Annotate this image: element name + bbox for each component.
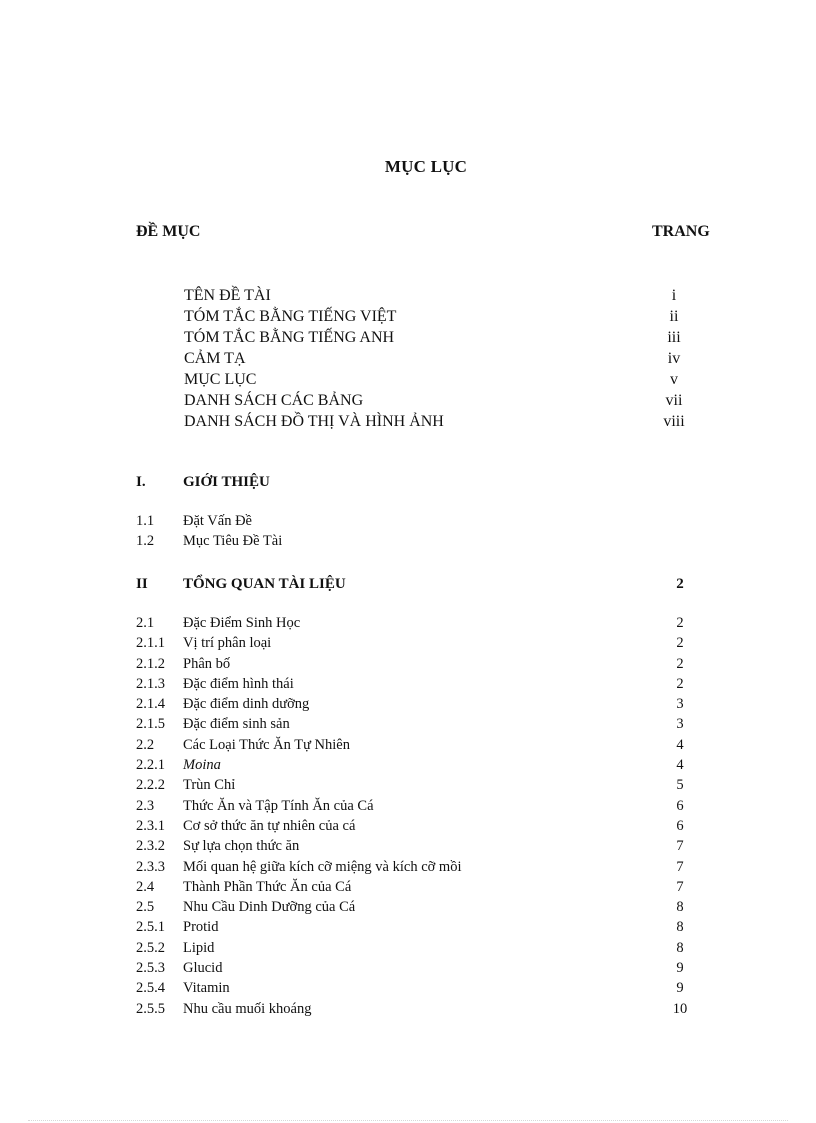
entry-page: 4 <box>676 757 684 774</box>
entry-page: 8 <box>676 939 684 956</box>
toc-entry <box>184 327 694 348</box>
entry-label: Vitamin <box>183 980 230 997</box>
entry-number: 2.5.1 <box>136 919 165 936</box>
toc-title: MỤC LỤC <box>384 157 468 176</box>
entry-label: Trùn Chỉ <box>183 777 236 794</box>
entry-number: 2.1.3 <box>136 675 165 692</box>
entry-page: 9 <box>676 960 684 977</box>
entry-page: 6 <box>676 817 684 834</box>
toc-entry <box>136 613 710 633</box>
entry-label: Protid <box>183 919 219 936</box>
entry-page: 7 <box>676 878 684 895</box>
toc-entry-label: DANH SÁCH CÁC BẢNG <box>184 392 364 409</box>
entry-label: Đặc điểm hình thái <box>183 675 294 692</box>
column-header-entry: ĐỀ MỤC <box>136 223 201 240</box>
toc-entry <box>184 411 694 432</box>
toc-entry <box>136 999 710 1019</box>
toc-entry <box>136 633 710 653</box>
entry-label: Phân bố <box>183 655 231 672</box>
section-page: 2 <box>676 576 684 592</box>
toc-entry <box>136 531 710 551</box>
toc-entry <box>136 511 710 531</box>
toc-entry-label: TÊN ĐỀ TÀI <box>184 287 271 304</box>
toc-entry <box>136 978 710 998</box>
toc-entry-page: iv <box>667 350 681 367</box>
entry-number: 2.5.5 <box>136 1000 165 1017</box>
entry-number: 2.3 <box>136 797 155 814</box>
toc-entry-label: CẢM TẠ <box>184 350 246 367</box>
toc-entry <box>184 306 694 327</box>
toc-entry-page: iii <box>667 329 681 346</box>
section-heading <box>136 471 710 493</box>
entry-number: 2.1.5 <box>136 716 165 733</box>
entry-page: 10 <box>672 1000 688 1017</box>
section-number: II <box>136 576 148 592</box>
toc-entry <box>136 917 710 937</box>
entry-page: 2 <box>676 655 684 672</box>
entry-number: 2.5.4 <box>136 980 165 997</box>
entry-label: Mục Tiêu Đề Tài <box>183 533 283 550</box>
entry-page: 9 <box>676 980 684 997</box>
entry-page: 4 <box>676 736 684 753</box>
toc-entry-page: viii <box>663 413 685 430</box>
entry-number: 2.1.4 <box>136 696 165 713</box>
toc-entry-label: TÓM TẮC BẰNG TIẾNG VIỆT <box>184 308 397 325</box>
entry-number: 2.1.2 <box>136 655 165 672</box>
entry-page: 2 <box>676 615 684 631</box>
entry-label: Nhu Cầu Dinh Dưỡng của Cá <box>183 899 356 916</box>
entry-label: Moina <box>183 757 221 774</box>
entry-label: Mối quan hệ giữa kích cỡ miệng và kích cỡ mồi <box>183 858 462 875</box>
entry-page: 3 <box>676 716 684 733</box>
toc-entry <box>136 735 710 755</box>
toc-entry <box>136 958 710 978</box>
entry-label: Vị trí phân loại <box>183 635 272 652</box>
column-header-page: TRANG <box>652 223 710 240</box>
entry-page: 8 <box>676 919 684 936</box>
toc-entry-label: TÓM TẮC BẰNG TIẾNG ANH <box>184 329 395 346</box>
entry-label: Các Loại Thức Ăn Tự Nhiên <box>183 736 350 753</box>
entry-page: 5 <box>676 777 684 794</box>
toc-entry-page: v <box>670 371 678 388</box>
entry-label: Đặt Vấn Đề <box>183 513 252 529</box>
toc-entry <box>136 755 710 775</box>
entry-label: Thành Phần Thức Ăn của Cá <box>183 878 352 895</box>
section-title: GIỚI THIỆU <box>183 474 270 490</box>
toc-entry <box>136 796 710 816</box>
entry-number: 1.2 <box>136 533 155 550</box>
entry-label: Nhu cầu muối khoáng <box>183 1000 312 1017</box>
section-2-entries <box>136 613 710 1019</box>
entry-page: 2 <box>676 635 684 652</box>
entry-number: 1.1 <box>136 513 155 529</box>
toc-entry <box>184 369 694 390</box>
toc-entry <box>136 897 710 917</box>
toc-entry-label: MỤC LỤC <box>184 371 257 388</box>
front-matter-list <box>184 285 694 432</box>
toc-entry <box>136 816 710 836</box>
entry-number: 2.5.3 <box>136 960 165 977</box>
entry-number: 2.3.3 <box>136 858 165 875</box>
entry-number: 2.1 <box>136 615 155 631</box>
entry-number: 2.1.1 <box>136 635 165 652</box>
entry-page: 2 <box>676 675 684 692</box>
entry-label: Đặc điểm sinh sản <box>183 716 290 733</box>
entry-page: 3 <box>676 696 684 713</box>
toc-entry <box>136 836 710 856</box>
entry-number: 2.5.2 <box>136 939 165 956</box>
toc-entry <box>184 348 694 369</box>
toc-entry <box>136 857 710 877</box>
entry-label: Đặc Điểm Sinh Học <box>183 615 301 631</box>
entry-number: 2.3.1 <box>136 817 165 834</box>
toc-entry-page: i <box>671 287 677 304</box>
section-1-entries <box>136 511 710 552</box>
toc-entry <box>136 877 710 897</box>
entry-page: 6 <box>676 797 684 814</box>
entry-number: 2.3.2 <box>136 838 165 855</box>
entry-page: 7 <box>676 838 684 855</box>
section-title: TỔNG QUAN TÀI LIỆU <box>183 576 346 592</box>
toc-entry <box>136 938 710 958</box>
entry-number: 2.2 <box>136 736 155 753</box>
toc-entry <box>184 285 694 306</box>
page-bottom-rule <box>28 1120 788 1121</box>
toc-entry <box>184 390 694 411</box>
entry-number: 2.4 <box>136 878 155 895</box>
toc-entry <box>136 654 710 674</box>
entry-number: 2.2.2 <box>136 777 165 794</box>
entry-page: 7 <box>676 858 684 875</box>
entry-label: Thức Ăn và Tập Tính Ăn của Cá <box>183 797 374 814</box>
toc-entry-page: vii <box>665 392 683 409</box>
section-heading <box>136 573 710 595</box>
entry-label: Glucid <box>183 960 223 977</box>
toc-entry <box>136 694 710 714</box>
entry-page: 8 <box>676 899 684 916</box>
toc-entry <box>136 775 710 795</box>
entry-number: 2.5 <box>136 899 155 916</box>
entry-label: Lipid <box>183 939 215 956</box>
toc-entry <box>136 714 710 734</box>
entry-label: Đặc điểm dinh dưỡng <box>183 696 310 713</box>
entry-label: Cơ sở thức ăn tự nhiên của cá <box>183 817 356 834</box>
entry-number: 2.2.1 <box>136 757 165 774</box>
toc-entry <box>136 674 710 694</box>
toc-entry-page: ii <box>669 308 679 325</box>
entry-label: Sự lựa chọn thức ăn <box>183 838 300 855</box>
toc-entry-label: DANH SÁCH ĐỒ THỊ VÀ HÌNH ẢNH <box>184 413 444 430</box>
section-number: I. <box>136 474 146 490</box>
